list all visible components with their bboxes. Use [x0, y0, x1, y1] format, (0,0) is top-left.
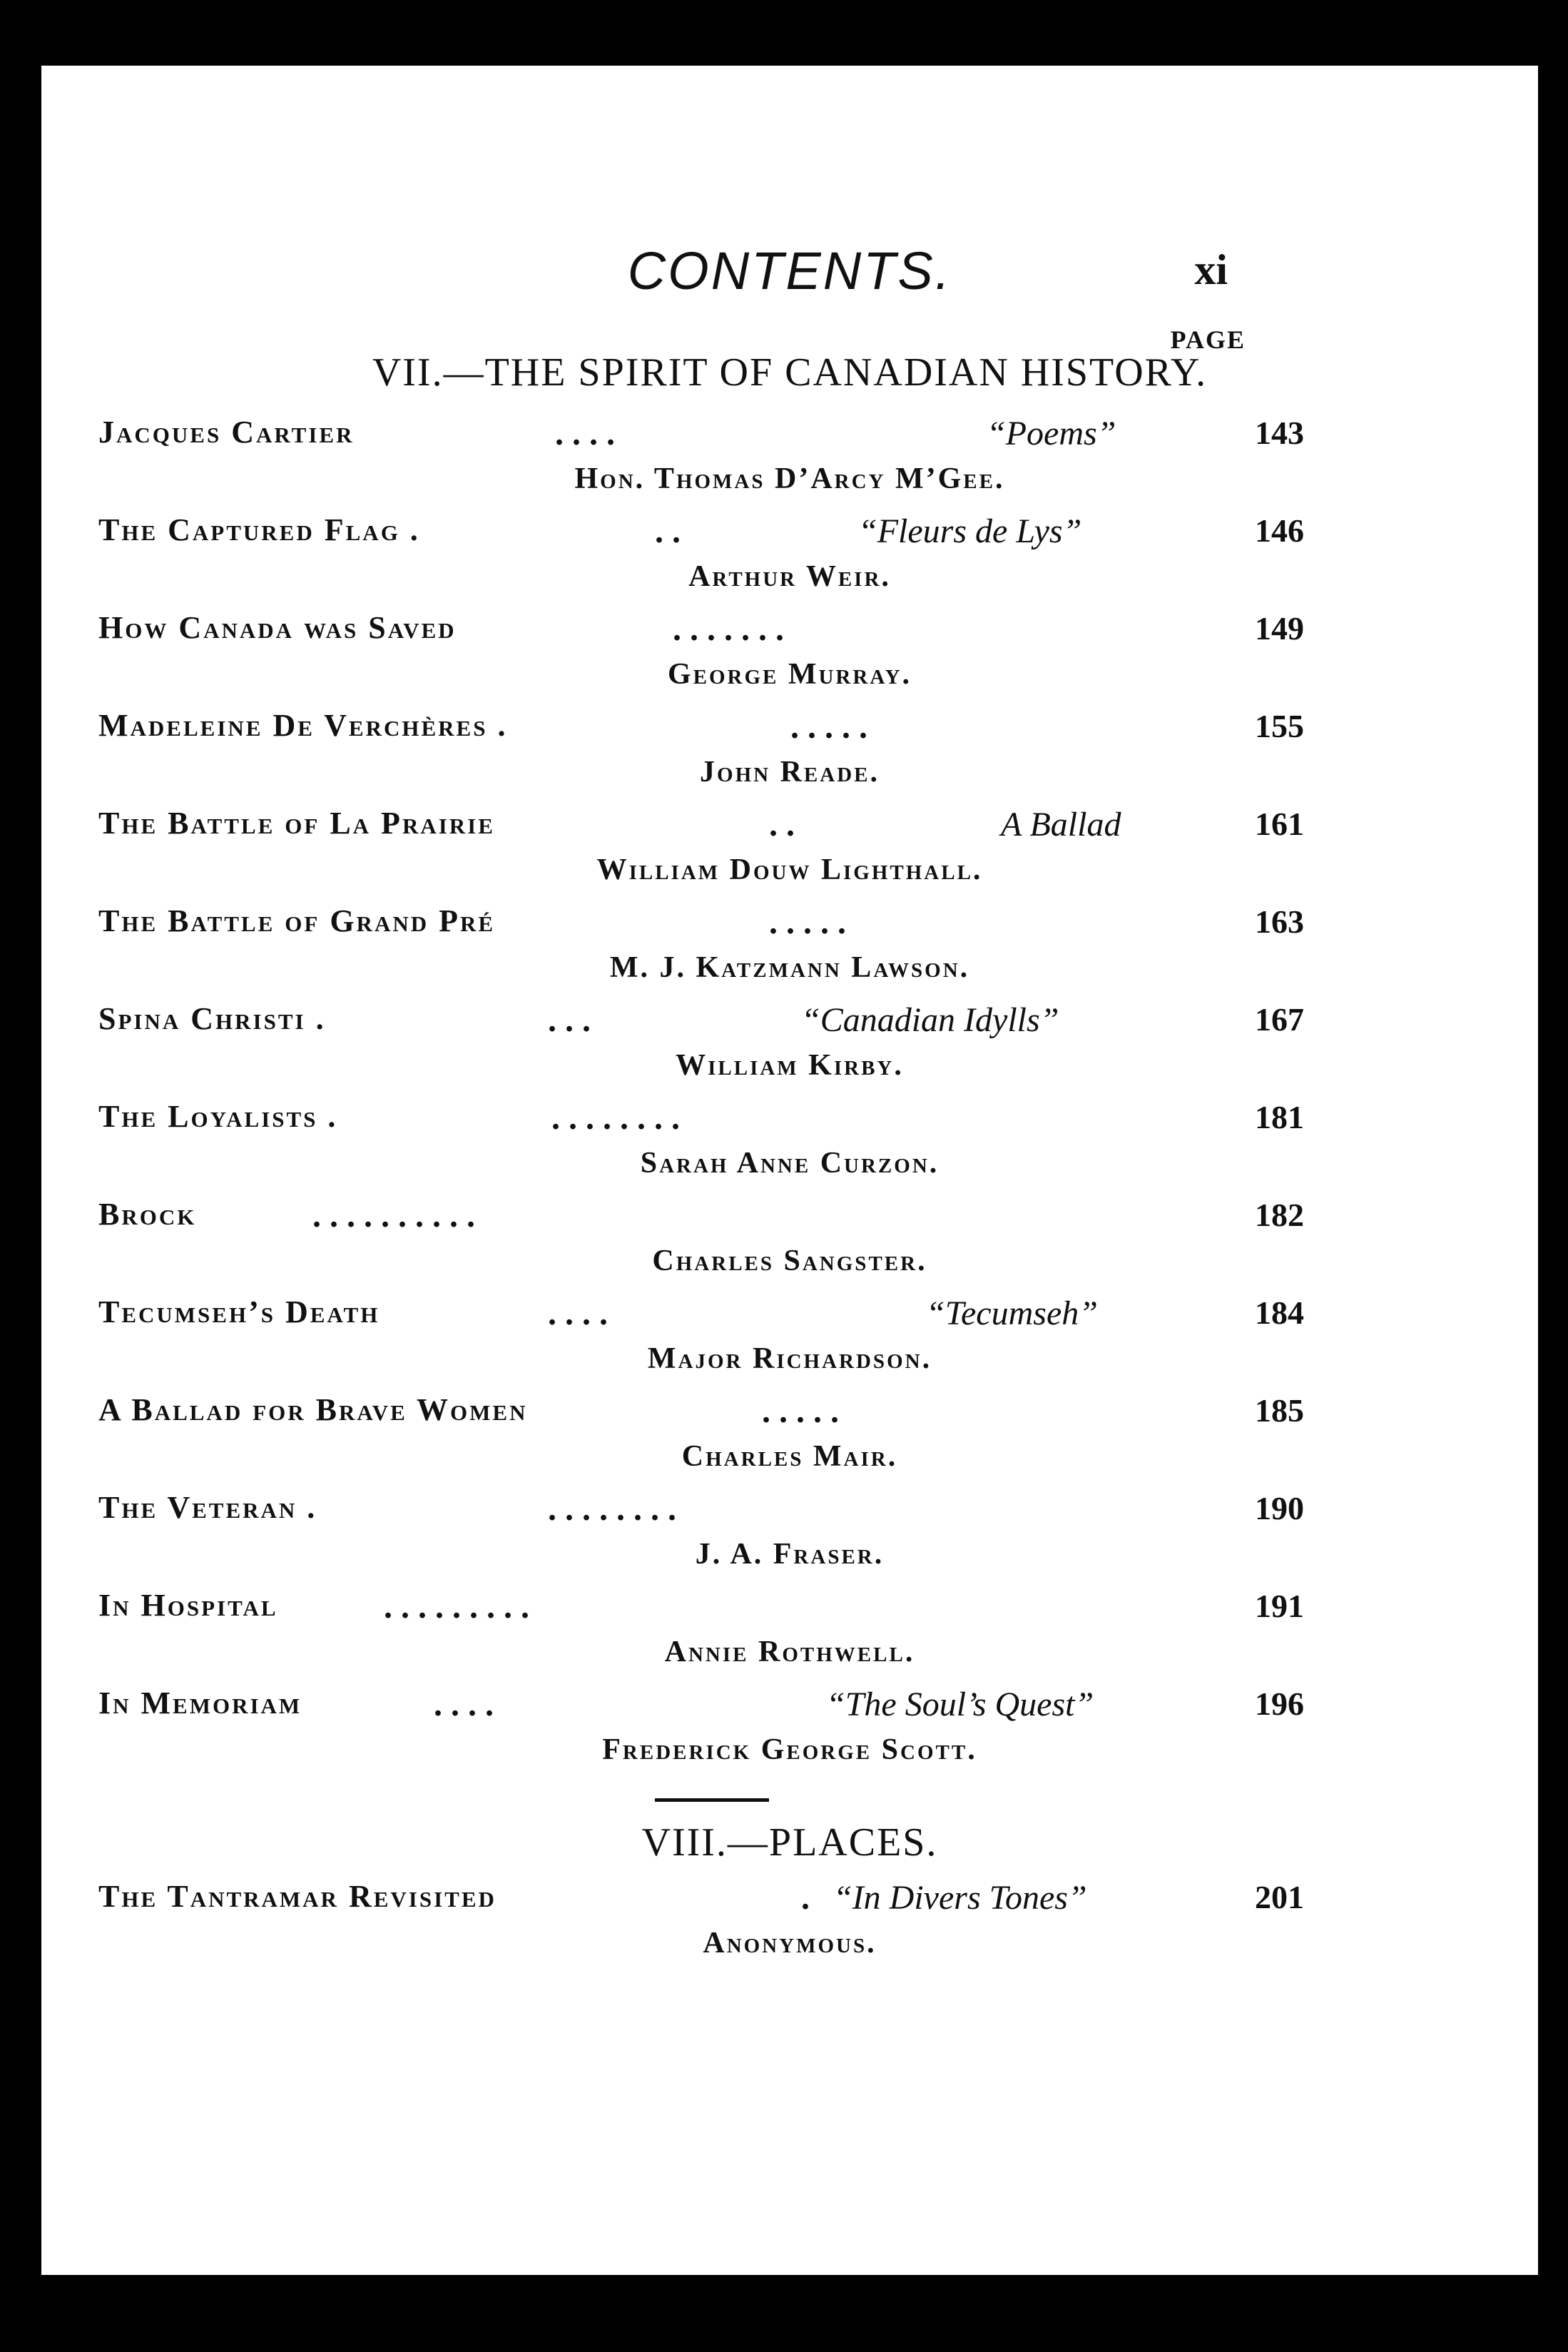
entry-title: The Veteran . [98, 1490, 317, 1525]
folio-number: xi [1194, 246, 1228, 293]
entry-page-number: 181 [1255, 1099, 1304, 1135]
entry-author: M. J. Katzmann Lawson. [609, 951, 970, 984]
entry-author: Charles Sangster. [652, 1245, 927, 1277]
entry-page-number: 190 [1255, 1490, 1304, 1526]
entry-author: George Murray. [667, 658, 912, 691]
toc-entry [98, 1878, 1304, 1921]
entry-author: Charles Mair. [681, 1440, 898, 1473]
entry-source: “Tecumseh” [926, 1294, 1098, 1332]
leader-dots: . . [655, 512, 681, 550]
leader-dots: . . . . . . . . . [384, 1588, 529, 1626]
toc-entry [98, 1587, 1304, 1630]
leader-dots: . . . . . . . . [551, 1099, 680, 1137]
entry-title: The Tantramar Revisited [98, 1879, 497, 1914]
leader-dots: . . . . . . . . [548, 1490, 676, 1528]
entry-page-number: 163 [1255, 903, 1304, 940]
entry-title: Madeleine De Verchères . [98, 708, 508, 743]
entry-author: Sarah Anne Curzon. [640, 1147, 940, 1180]
entry-page-number: 185 [1255, 1392, 1304, 1429]
toc-entry [98, 1196, 1304, 1239]
leader-dots: . . . . . . . . . . [312, 1197, 475, 1235]
leader-dots: . . [769, 806, 795, 843]
leader-dots: . . . . [548, 1294, 608, 1332]
entry-author: William Douw Lighthall. [596, 853, 983, 886]
toc-entry [98, 512, 1304, 554]
entry-source: A Ballad [1001, 806, 1121, 843]
entry-author: Annie Rothwell. [664, 1636, 915, 1668]
entry-author: Frederick George Scott. [602, 1733, 977, 1766]
page-column-label: PAGE [1170, 325, 1246, 354]
entry-author: Arthur Weir. [688, 560, 891, 593]
leader-dots: . [801, 1879, 810, 1917]
entry-title: Spina Christi . [98, 1001, 326, 1036]
entry-title: In Hospital [98, 1588, 278, 1623]
entry-title: The Battle of Grand Pré [98, 903, 496, 938]
book-page [41, 66, 1538, 2275]
entry-author: Major Richardson. [647, 1342, 932, 1375]
entry-page-number: 196 [1255, 1686, 1304, 1722]
entry-source: “Fleurs de Lys” [858, 512, 1082, 550]
leader-dots: . . . [548, 1001, 591, 1039]
entry-title: The Loyalists . [98, 1099, 338, 1134]
leader-dots: . . . . . [790, 708, 867, 746]
entry-page-number: 191 [1255, 1588, 1304, 1624]
toc-entry [98, 1098, 1304, 1141]
entry-page-number: 161 [1255, 806, 1304, 842]
toc-entry [98, 609, 1304, 652]
section-heading: VIII.—PLACES. [641, 1820, 938, 1865]
entry-title: Brock [98, 1197, 197, 1232]
entry-title: The Battle of La Prairie [98, 806, 495, 841]
toc-entry [98, 707, 1304, 750]
entry-author: J. A. Fraser. [695, 1538, 885, 1571]
leader-dots: . . . . [555, 415, 615, 452]
entry-title: A Ballad for Brave Women [98, 1392, 528, 1427]
entry-author: Hon. Thomas D’Arcy M’Gee. [574, 462, 1005, 495]
entry-source: “The Soul’s Quest” [826, 1686, 1094, 1723]
entry-author: John Reade. [700, 756, 880, 789]
entry-title: In Memoriam [98, 1686, 302, 1720]
entry-author: Anonymous. [703, 1927, 877, 1960]
section-heading: VII.—THE SPIRIT OF CANADIAN HISTORY. [372, 350, 1208, 395]
entry-author: William Kirby. [676, 1049, 904, 1082]
entry-page-number: 184 [1255, 1294, 1304, 1331]
entry-page-number: 143 [1255, 415, 1304, 451]
entry-source: “Poems” [987, 415, 1116, 452]
leader-dots: . . . . . [769, 903, 846, 941]
entry-page-number: 146 [1255, 512, 1304, 549]
entry-title: How Canada was Saved [98, 610, 457, 645]
toc-entry [98, 1392, 1304, 1434]
entry-page-number: 155 [1255, 708, 1304, 744]
entry-title: Jacques Cartier [98, 415, 355, 450]
entry-page-number: 149 [1255, 610, 1304, 647]
entry-source: “Canadian Idylls” [801, 1001, 1059, 1039]
leader-dots: . . . . . [762, 1392, 839, 1430]
leader-dots: . . . . . . . [673, 610, 784, 648]
entry-page-number: 201 [1255, 1879, 1304, 1915]
entry-source: “In Divers Tones” [833, 1879, 1087, 1917]
entry-page-number: 182 [1255, 1197, 1304, 1233]
entry-page-number: 167 [1255, 1001, 1304, 1038]
leader-dots: . . . . [434, 1686, 494, 1723]
toc-entry [98, 1685, 1304, 1728]
toc-entry [98, 805, 1304, 848]
entry-title: Tecumseh’s Death [98, 1294, 380, 1329]
toc-entry [98, 414, 1304, 457]
entry-title: The Captured Flag . [98, 512, 420, 547]
toc-entry [98, 1000, 1304, 1043]
page-title: CONTENTS. [627, 241, 952, 300]
toc-entry [98, 903, 1304, 946]
toc-entry [98, 1489, 1304, 1532]
toc-entry [98, 1294, 1304, 1337]
section-divider [655, 1798, 769, 1802]
